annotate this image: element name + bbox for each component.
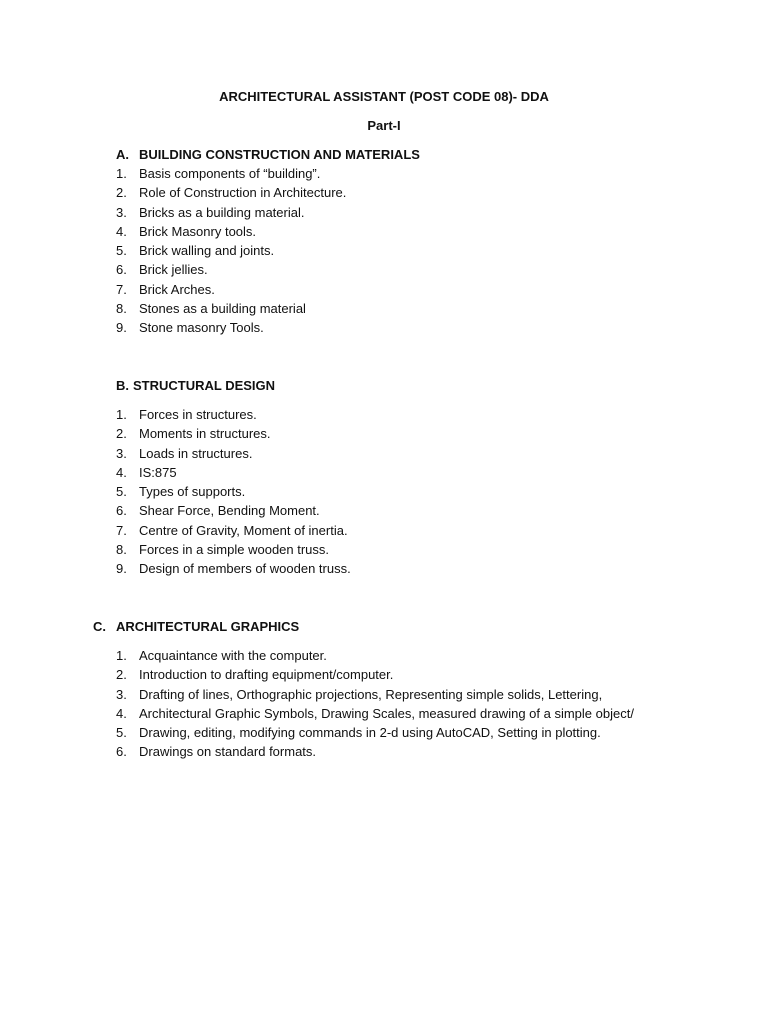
list-item [0, 501, 768, 520]
item-number: 2. [116, 667, 127, 683]
list-item [0, 405, 768, 424]
list-item [0, 723, 768, 742]
part-title: Part-I [367, 118, 401, 133]
list-item [0, 318, 768, 337]
section-heading-text: ARCHITECTURAL GRAPHICS [116, 619, 300, 634]
item-text: Bricks as a building material. [139, 204, 305, 220]
item-text: Drafting of lines, Orthographic projections, Representing simple solids, Lettering, [139, 686, 603, 702]
list-item [0, 665, 768, 684]
item-text: Acquaintance with the computer. [139, 648, 327, 663]
topic-list [0, 164, 768, 338]
list-item [0, 299, 768, 318]
item-number: 1. [116, 407, 127, 422]
item-text: Stone masonry Tools. [139, 320, 264, 336]
item-number: 5. [116, 484, 127, 500]
item-text: Centre of Gravity, Moment of inertia. [139, 522, 348, 538]
item-number: 1. [116, 166, 127, 181]
list-item [0, 704, 768, 723]
item-number: 4. [116, 223, 127, 239]
list-item [0, 559, 768, 578]
item-number: 4. [116, 705, 127, 721]
item-number: 7. [116, 281, 127, 297]
item-text: Role of Construction in Architecture. [139, 185, 347, 201]
item-number: 5. [116, 243, 127, 259]
item-number: 6. [116, 503, 127, 519]
item-number: 9. [116, 561, 127, 577]
item-number: 8. [116, 301, 127, 317]
section-letter: B. [116, 378, 129, 393]
item-number: 6. [116, 262, 127, 278]
item-number: 3. [116, 204, 127, 220]
list-item [0, 164, 768, 183]
section-letter: C. [93, 619, 106, 634]
section-heading [0, 617, 768, 636]
section-letter: A. [116, 147, 129, 162]
topic-list [0, 646, 768, 762]
item-text: Brick Masonry tools. [139, 223, 257, 239]
list-item [0, 463, 768, 482]
list-item [0, 280, 768, 299]
item-number: 6. [116, 744, 127, 760]
item-text: Drawings on standard formats. [139, 744, 317, 760]
section-heading [0, 145, 768, 164]
item-number: 3. [116, 445, 127, 461]
topic-list [0, 405, 768, 579]
item-number: 7. [116, 522, 127, 538]
list-item [0, 521, 768, 540]
item-number: 3. [116, 686, 127, 702]
list-item [0, 183, 768, 202]
item-text: Stones as a building material [139, 301, 306, 317]
item-number: 4. [116, 464, 127, 480]
list-item [0, 424, 768, 443]
item-text: Types of supports. [139, 484, 246, 500]
section-heading [0, 376, 768, 395]
item-text: Brick walling and joints. [139, 243, 275, 259]
list-item [0, 203, 768, 222]
item-text: Design of members of wooden truss. [139, 561, 351, 577]
document-title: ARCHITECTURAL ASSISTANT (POST CODE 08)- DDA [219, 89, 549, 104]
section-building-construction [0, 145, 768, 338]
section-heading-text: STRUCTURAL DESIGN [133, 378, 276, 393]
section-heading-text: BUILDING CONSTRUCTION AND MATERIALS [139, 147, 420, 162]
item-text: Brick jellies. [139, 262, 208, 278]
list-item [0, 482, 768, 501]
item-number: 9. [116, 320, 127, 336]
item-number: 8. [116, 542, 127, 558]
section-architectural-graphics [0, 617, 768, 762]
list-item [0, 260, 768, 279]
list-item [0, 742, 768, 761]
item-text: Moments in structures. [139, 426, 271, 442]
item-text: Drawing, editing, modifying commands in 2-d using AutoCAD, Setting in plotting. [139, 725, 601, 741]
item-text: IS:875 [139, 464, 177, 480]
item-text: Shear Force, Bending Moment. [139, 503, 320, 519]
list-item [0, 241, 768, 260]
list-item [0, 222, 768, 241]
item-text: Architectural Graphic Symbols, Drawing Scales, measured drawing of a simple object/ [139, 705, 634, 721]
item-number: 5. [116, 725, 127, 741]
list-item [0, 444, 768, 463]
item-text: Introduction to drafting equipment/computer. [139, 667, 394, 683]
item-number: 2. [116, 185, 127, 201]
list-item [0, 646, 768, 665]
section-structural-design [0, 376, 768, 579]
item-number: 1. [116, 648, 127, 663]
item-text: Forces in structures. [139, 407, 257, 422]
item-text: Brick Arches. [139, 281, 215, 297]
item-number: 2. [116, 426, 127, 442]
item-text: Basis components of “building”. [139, 166, 321, 181]
item-text: Loads in structures. [139, 445, 253, 461]
list-item [0, 685, 768, 704]
list-item [0, 540, 768, 559]
item-text: Forces in a simple wooden truss. [139, 542, 330, 558]
